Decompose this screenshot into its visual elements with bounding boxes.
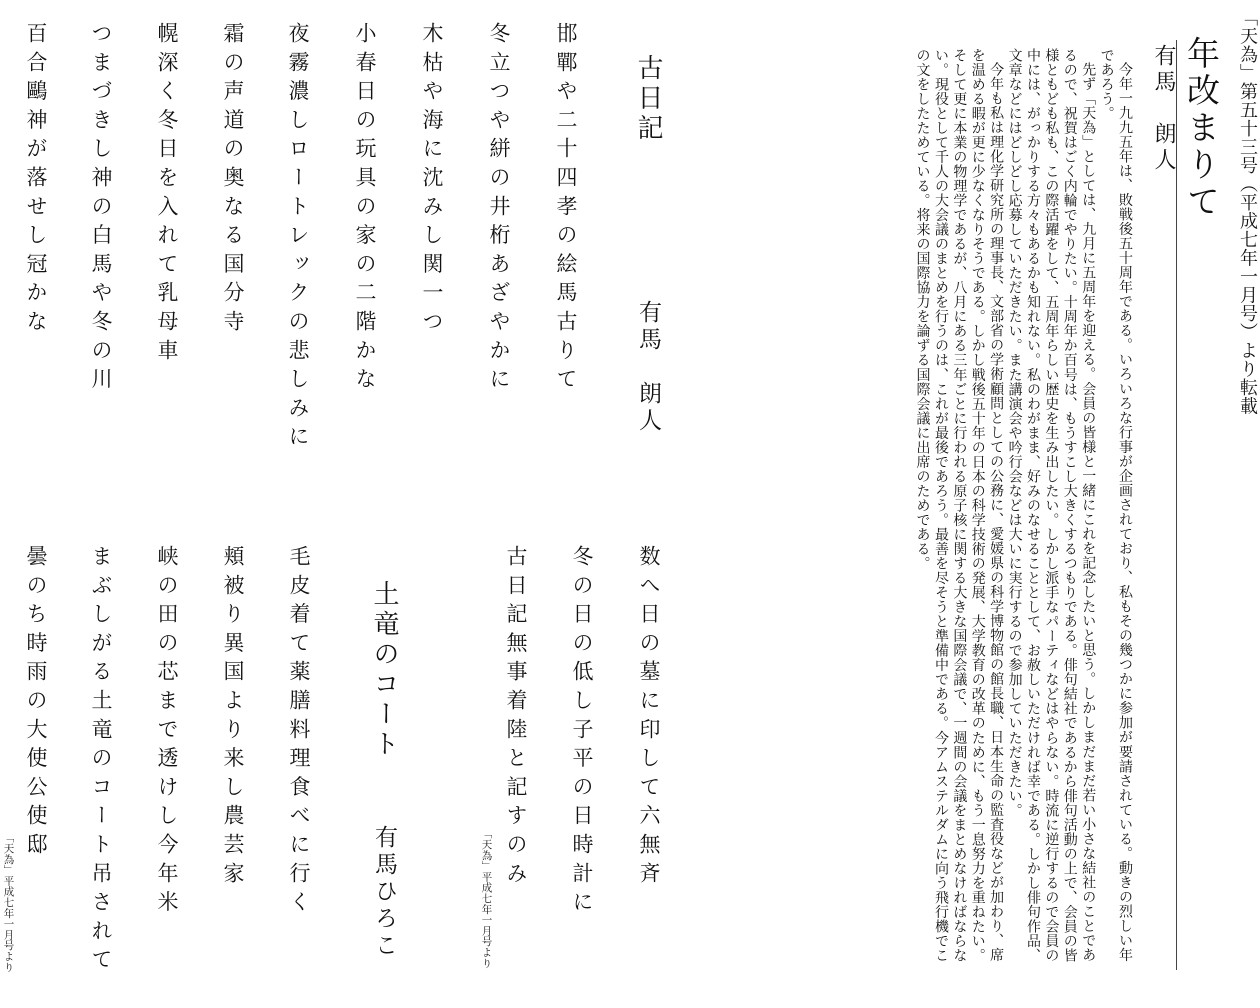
essay-body <box>913 48 1134 963</box>
poem1-line-12: 古日記無事着陸と記すのみ <box>504 545 528 891</box>
poem2-line-2: 頬被り異国より来し農芸家 <box>221 545 245 891</box>
poem1-line-7: 幌深く冬日を入れて乳母車 <box>155 22 179 368</box>
poem1-line-6: 霜の声道の奥なる国分寺 <box>221 22 245 339</box>
poem2-line-1: 毛皮着て薬膳料理食べに行く <box>287 545 311 920</box>
poem1-source-note: 「天為」平成七年一月号より <box>480 828 493 969</box>
poem1-line-8: つまづきし神の白馬や冬の川 <box>89 22 113 397</box>
poem2-line-5: 曇のち時雨の大使公使邸 <box>24 545 48 862</box>
poem2-title: 土竜のコート <box>369 580 399 760</box>
poem1-line-5: 夜霧濃しロートレックの悲しみに <box>286 22 310 454</box>
poem1-line-9: 百合鷗神が落せし冠かな <box>24 22 48 339</box>
essay-paragraph-3: 今年も私は理化学研究所の理事長、文部省の学術顧問としての公務に、愛媛県の科学博物館の館長職、日本生命の監査役などが加わり、席を温める暇が更に少なくなりそうである。しかし戦後五十年の日本の科学技術の発展、大学教育の改革のために、もう一息努力を重ねたい。そして更に本業の物理学であるが、八月にある三年ごとに行われる原子核に関する大きな国際会議で、一週間の会議をまとめなければならない。現役として千人の大会議のまとめを行うのは、これが最後であろう。最善を尽そうと準備中である。今アムステルダムに向う飛行機でこの文をしたためている。将来の国際協力を論ずる国際会議に出席のためである。 <box>914 48 1005 963</box>
poem1-line-2: 冬立つや絣の井桁あざやかに <box>487 22 511 397</box>
poem1-line-4: 小春日の玩具の家の二階かな <box>353 22 377 397</box>
poem2-author: 有馬ひろこ <box>371 825 397 960</box>
essay-divider-rule <box>1176 40 1177 970</box>
poem2-line-4: まぶしがる土竜のコート吊されて <box>89 545 113 977</box>
poem1-line-11: 冬の日の低し子平の日時計に <box>570 545 594 920</box>
poem1-line-10: 数へ日の墓に印して六無斉 <box>637 545 661 891</box>
essay-author: 有馬 朗人 <box>1151 44 1176 174</box>
essay-paragraph-2: 先ず「天為」としては、九月に五周年を迎える。会員の皆様と一緒にこれを記念したいと思う。しかしまだまだ若い小さな結社のことであるので、祝賀はごく内輪でやりたい。十周年か百号は、もうすこし大きくするつもりである。俳句結社であるから俳句活動の上で、会員の皆様ともども私も、この際活躍をして、五周年らしい歴史を生み出したい。しかし派手なパーティなどはやらない。時流に逆行するので会員の中には、がっかりする方々もあるかも知れない。私のわがまま、好みのなせることとして、お赦しいただければ幸である。しかし俳句作品、文章などにはどしどし応募していただきたい。また講演会や吟行会などは大いに実行するので参加していただきたい。 <box>1006 48 1097 963</box>
essay-title: 年改まりて <box>1182 36 1221 221</box>
poem1-line-1: 邯鄲や二十四孝の絵馬古りて <box>554 22 578 397</box>
poem2-line-3: 峡の田の芯まで透けし今年米 <box>155 545 179 920</box>
poem2-source-note: 「天為」平成七年一月号より <box>2 832 15 973</box>
essay-source-note: 「天為」第五十三号（平成七年一月号）より転載 <box>1237 8 1258 415</box>
poem1-title: 古日記 <box>633 54 663 144</box>
poem1-author: 有馬 朗人 <box>635 300 661 435</box>
essay-paragraph-1: 今年一九九五年は、敗戦後五十周年である。いろいろな行事が企画されており、私もその幾つかに参加が要請されている。動きの烈しい年であろう。 <box>1098 48 1133 963</box>
poem1-line-3: 木枯や海に沈みし関一つ <box>420 22 444 339</box>
